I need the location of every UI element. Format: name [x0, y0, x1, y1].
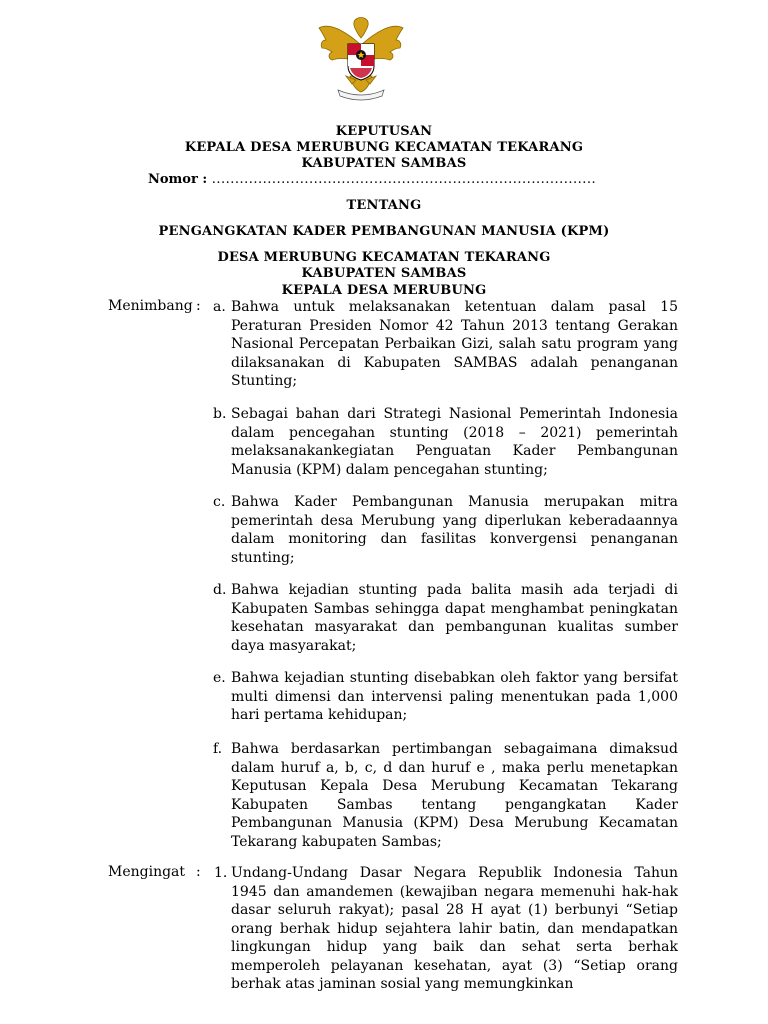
item-text: Undang-Undang Dasar Negara Republik Indonesia Tahun 1945 dan amandemen (kewajiban negara memenuhi hak-hak dasar seluruh rakyat); pasal 28 H ayat (1) berbunyi “Setiap orang berhak hidup sejahtera lahir batin, dan mendapatkan lingkungan hidup yang baik dan sehat serta berhak memperoleh pelayanan kesehatan, ayat (3) “Setiap orang berhak atas jaminan sosial yang memungkinkan [231, 865, 678, 992]
garuda-emblem-icon [316, 14, 406, 102]
item-marker: b. [213, 406, 227, 422]
item-text: Bahwa berdasarkan pertimbangan sebagaimana dimaksud dalam huruf a, b, c, d dan huruf e , maka perlu menetapkan Keputusan Kepala Desa Merubung Kecamatan Tekarang Kabupaten Sambas tentang pengangkatan Kader Pembangunan Manusia (KPM) Desa Merubung Kecamatan Tekarang kabupaten Sambas; [231, 741, 678, 850]
tentang-heading: TENTANG [346, 198, 422, 213]
signatory-heading: KEPALA DESA MERUBUNG [281, 283, 487, 298]
item-text: Bahwa kejadian stunting pada balita masih ada terjadi di Kabupaten Sambas sehingga dapat menghambat peningkatan kesehatan masyarakat dan pembangunan kualitas sumber daya masyarakat; [231, 582, 678, 654]
nomor-value: ................................................................................... [211, 172, 597, 187]
mengingat-item [213, 864, 678, 994]
item-text: Sebagai bahan dari Strategi Nasional Pemerintah Indonesia dalam pencegahan stunting (2018 – 2021) pemerintah melaksanakankegiatan Penguatan Kader Pembangunan Manusia (KPM) dalam pencegahan stunting; [231, 406, 678, 478]
menimbang-item [213, 493, 678, 567]
item-marker: c. [213, 494, 226, 510]
menimbang-item [213, 740, 678, 851]
item-text: Bahwa kejadian stunting disebabkan oleh faktor yang bersifat multi dimensi dan intervensi paling menentukan pada 1,000 hari pertama kehidupan; [231, 670, 678, 723]
item-marker: f. [213, 741, 223, 757]
issuer-line-1: KEPALA DESA MERUBUNG KECAMATAN TEKARANG [184, 140, 584, 155]
mengingat-colon: : [196, 864, 201, 880]
item-text: Bahwa Kader Pembangunan Manusia merupakan mitra pemerintah desa Merubung yang diperlukan keberadaannya dalam monitoring dan fasilitas konvergensi penanganan stunting; [231, 494, 678, 566]
menimbang-item [213, 669, 678, 725]
mengingat-label: Mengingat [108, 864, 186, 880]
document-title: KEPUTUSAN [335, 124, 433, 139]
document-number [148, 172, 596, 187]
item-marker: 1. [214, 865, 228, 881]
menimbang-item [213, 581, 678, 655]
item-marker: a. [213, 299, 226, 315]
desa-line-1: DESA MERUBUNG KECAMATAN TEKARANG [217, 250, 551, 265]
issuer-line-2: KABUPATEN SAMBAS [301, 156, 467, 171]
menimbang-item [213, 405, 678, 479]
menimbang-item [213, 298, 678, 391]
menimbang-label: Menimbang [108, 298, 193, 314]
subject-heading: PENGANGKATAN KADER PEMBANGUNAN MANUSIA (KPM) [158, 224, 610, 239]
nomor-label: Nomor : [148, 172, 208, 187]
item-text: Bahwa untuk melaksanakan ketentuan dalam pasal 15 Peraturan Presiden Nomor 42 Tahun 2013 tentang Gerakan Nasional Percepatan Perbaikan Gizi, salah satu program yang dilaksanakan di Kabupaten SAMBAS adalah penanganan Stunting; [231, 299, 678, 389]
item-marker: d. [213, 582, 227, 598]
desa-line-2: KABUPATEN SAMBAS [301, 266, 467, 281]
item-marker: e. [213, 670, 226, 686]
menimbang-colon: : [196, 298, 201, 314]
